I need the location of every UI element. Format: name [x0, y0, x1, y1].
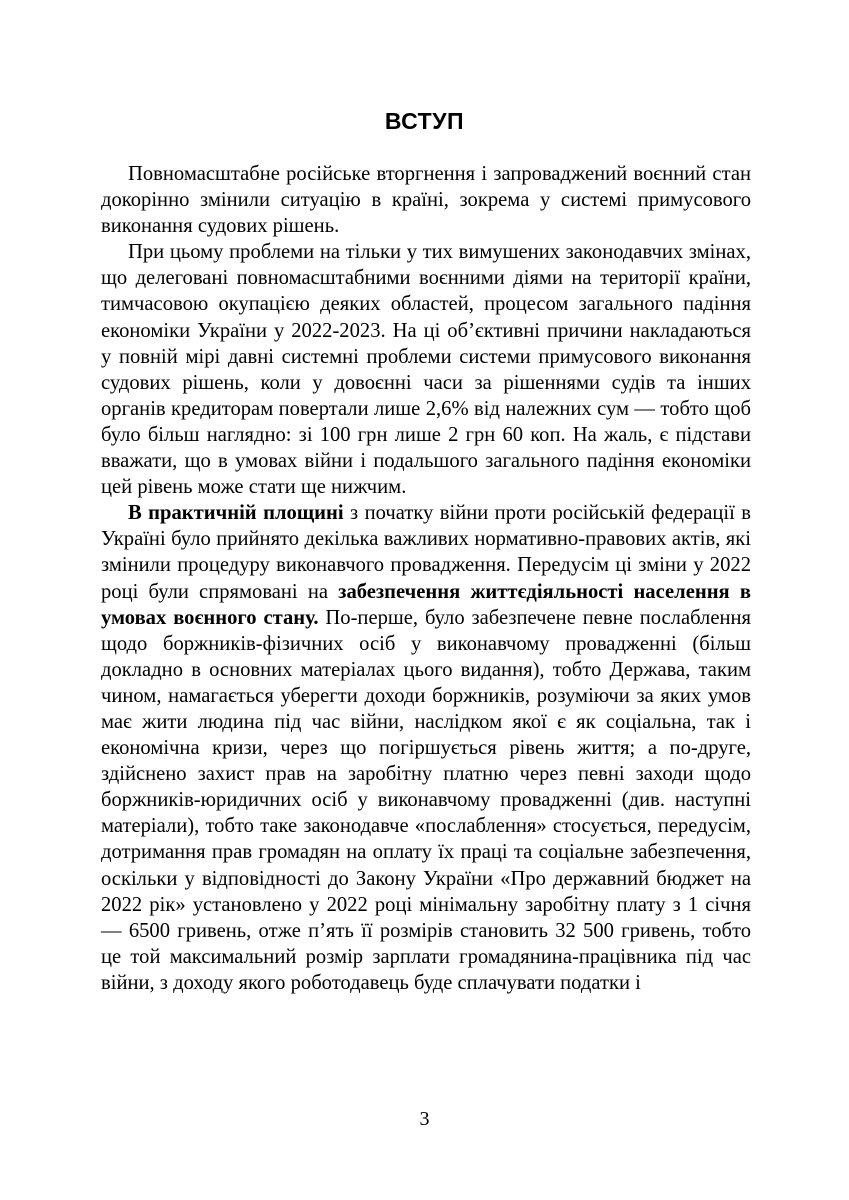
page-number: 3: [419, 1108, 430, 1130]
body-text: [101, 161, 751, 996]
page-title: ВСТУП: [384, 108, 465, 134]
paragraph-3-part-b: По-перше, було забезпечене певне послаблення щодо боржників-фізичних осіб у виконавчому провадженні (більш докладно в основних матеріалах цього видання), тобто Держава, таким чином, намагається уберегти доходи боржників, розуміючи за яких умов має жити людина під час війни, наслідком якої є як соціальна, так і економічна кризи, через що погіршується рівень життя; а по-друге, здійснено захист прав на заробітну платню через певні заходи щодо боржників-юридичних осіб у виконавчому провадженні (див. наступні матеріали), тобто таке законодавче «послаблення» стосується, передусім, дотримання прав громадян на оплату їх праці та соціальне забезпечення, оскільки у відповідності до Закону України «Про державний бюджет на 2022 рік» установлено у 2022 році мінімальну заробітну плату з 1 січня — 6500 гривень, отже п’ять її розмірів становить 32 500 гривень, тобто це той максимальний розмір зарплати громадянина-працівника під час війни, з доходу якого роботодавець буде сплачувати податки і: [101, 606, 751, 994]
paragraph-3: [101, 500, 751, 996]
bold-emphasis: забезпечення життєдіяльності населення в умовах воєнного стану.: [101, 580, 751, 629]
paragraph-1: Повномасштабне російське вторгнення і запроваджений воєнний стан докорінно змінили ситуацію в країні, зокрема у системі примусового виконання судових рішень.: [101, 163, 751, 238]
paragraph-2: При цьому проблеми на тільки у тих вимушених законодавчих змінах, що делеговані повномасштабними воєнними діями на території країни, тимчасовою окупацією деяких областей, процесом загального падіння економіки України у 2022-2023. На ці об’єктивні причини накладаються у повній мірі давні системні проблеми системи примусового виконання судових рішень, коли у довоєнні часи за рішеннями судів та інших органів кредиторам повертали лише 2,6% від належних сум — тобто щоб було більш наглядно: зі 100 грн лише 2 грн 60 коп. На жаль, є підстави вважати, що в умовах війни і подальшого загального падіння економіки цей рівень може стати ще нижчим.: [101, 241, 751, 499]
bold-lead: В практичній площині: [128, 502, 344, 525]
paragraph-3-part-a: з початку війни проти російській федерації в Україні було прийнято декілька важливих нормативно-правових актів, які змінили процедуру виконавчого провадження. Передусім ці зміни у 2022 році були спрямовані на: [101, 502, 751, 603]
